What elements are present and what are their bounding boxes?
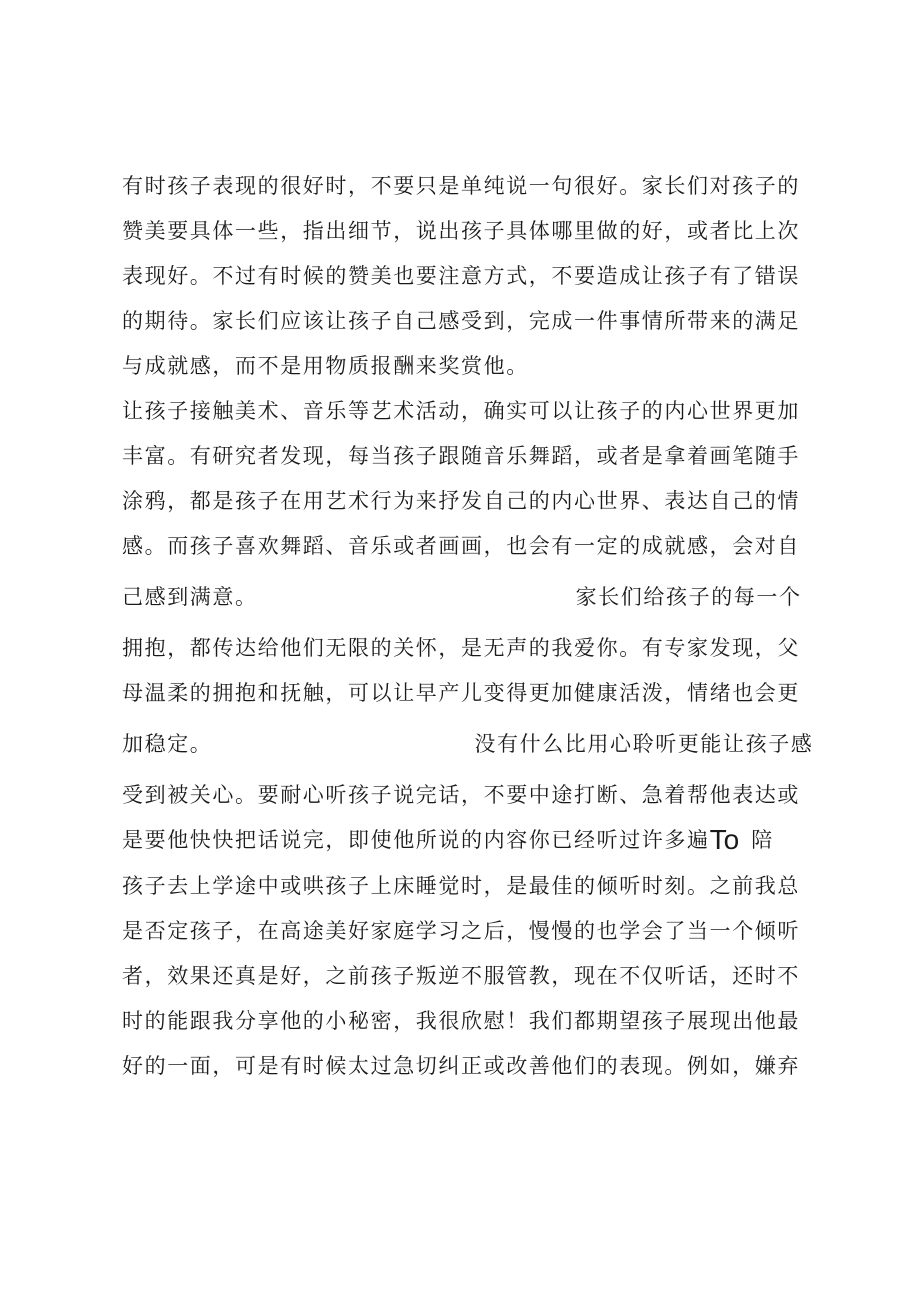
latin-text: To — [709, 824, 740, 855]
text-line: 赞美要具体一些，指出细节，说出孩子具体哪里做的好，或者比上次 — [122, 219, 800, 243]
text-line: 有时孩子表现的很好时，不要只是单纯说一句很好。家长们对孩子的 — [122, 174, 800, 198]
text-line: 是否定孩子，在高途美好家庭学习之后，慢慢的也学会了当一个倾听 — [122, 919, 800, 943]
text-line-mixed — [122, 820, 822, 860]
text-segment: 家长们给孩子的每一个 — [575, 585, 802, 609]
text-segment: 是要他快快把话说完，即使他所说的内容你已经听过许多遍 — [122, 828, 710, 852]
text-segment: 陪 — [751, 828, 774, 852]
text-line: 者，效果还真是好，之前孩子叛逆不服管教，现在不仅听话，还时不 — [122, 964, 800, 988]
text-segment: 没有什么比用心聆听更能让孩子感 — [474, 732, 814, 756]
text-line: 涂鸦，都是孩子在用艺术行为来抒发自己的内心世界、表达自己的情 — [122, 489, 800, 513]
text-line-split — [122, 724, 822, 764]
text-line-split — [122, 577, 822, 617]
text-line: 表现好。不过有时候的赞美也要注意方式，不要造成让孩子有了错误 — [122, 264, 800, 288]
text-line: 让孩子接触美术、音乐等艺术活动，确实可以让孩子的内心世界更加 — [122, 399, 800, 423]
text-line: 母温柔的拥抱和抚触，可以让早产儿变得更加健康活泼，情绪也会更 — [122, 681, 800, 705]
text-line: 受到被关心。要耐心听孩子说完话，不要中途打断、急着帮他表达或 — [122, 783, 800, 807]
text-line: 孩子去上学途中或哄孩子上床睡觉时，是最佳的倾听时刻。之前我总 — [122, 874, 800, 898]
text-line: 丰富。有研究者发现，每当孩子跟随音乐舞蹈，或者是拿着画笔随手 — [122, 444, 800, 468]
text-line: 好的一面，可是有时候太过急切纠正或改善他们的表现。例如，嫌弃 — [122, 1054, 800, 1078]
text-segment: 己感到满意。 — [122, 585, 258, 609]
text-segment: 加稳定。 — [122, 732, 213, 756]
text-line: 感。而孩子喜欢舞蹈、音乐或者画画，也会有一定的成就感，会对自 — [122, 534, 800, 558]
text-line: 时的能跟我分享他的小秘密，我很欣慰！我们都期望孩子展现出他最 — [122, 1009, 800, 1033]
text-line: 与成就感，而不是用物质报酬来奖赏他。 — [122, 354, 529, 378]
text-line: 拥抱，都传达给他们无限的关怀，是无声的我爱你。有专家发现，父 — [122, 636, 800, 660]
text-line: 的期待。家长们应该让孩子自己感受到，完成一件事情所带来的满足 — [122, 309, 800, 333]
